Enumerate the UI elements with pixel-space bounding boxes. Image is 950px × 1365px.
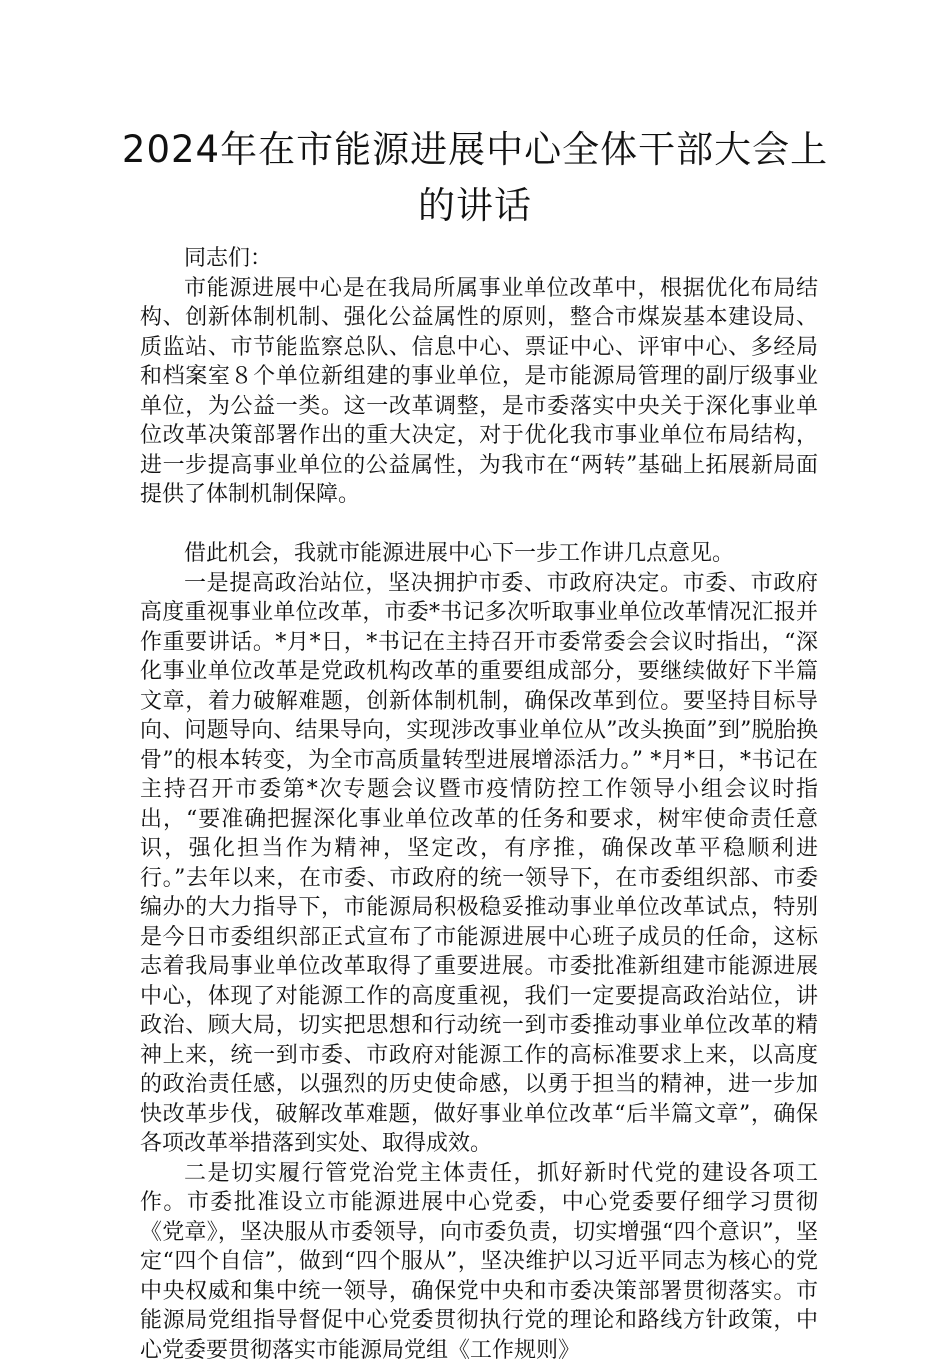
salutation-paragraph: 同志们： [140, 244, 818, 274]
body-paragraph: 一是提高政治站位，坚决拥护市委、市政府决定。市委、市政府高度重视事业单位改革，市委*书记多次听取事业单位改革情况汇报并作重要讲话。*月*日，*书记在主持召开市委常委会会议时指出，“深化事业单位改革是党政机构改革的重要组成部分，要继续做好下半篇文章，着力破解难题，创新体制机制，确保改革到位。要坚持目标导向、问题导向、结果导向，实现涉改事业单位从”改头换面”到”脱胎换骨”的根本转变，为全市高质量转型进展增添活力。” *月*日，*书记在主持召开市委第*次专题会议暨市疫情防控工作领导小组会议时指出，“要准确把握深化事业单位改革的任务和要求，树牢使命责任意识，强化担当作为精神，坚定改，有序推，确保改革平稳顺利进行。”去年以来，在市委、市政府的统一领导下，在市委组织部、市委编办的大力指导下，市能源局积极稳妥推动事业单位改革试点，特别是今日市委组织部正式宣布了市能源进展中心班子成员的任命，这标志着我局事业单位改革取得了重要进展。市委批准新组建市能源进展中心，体现了对能源工作的高度重视，我们一定要提高政治站位，讲政治、顾大局，切实把思想和行动统一到市委推动事业单位改革的精神上来，统一到市委、市政府对能源工作的高标准要求上来，以高度的政治责任感，以强烈的历史使命感，以勇于担当的精神，进一步加快改革步伐，破解改革难题，做好事业单位改革“后半篇文章”，确保各项改革举措落到实处、取得成效。 [140, 569, 818, 1159]
document-body [140, 244, 818, 1365]
body-paragraph: 二是切实履行管党治党主体责任，抓好新时代党的建设各项工作。市委批准设立市能源进展中心党委，中心党委要仔细学习贯彻《党章》，坚决服从市委领导，向市委负责，切实增强“四个意识”，坚定“四个自信”，做到“四个服从”，坚决维护以习近平同志为核心的党中央权威和集中统一领导，确保党中央和市委决策部署贯彻落实。市能源局党组指导督促中心党委贯彻执行党的理论和路线方针政策，中心党委要贯彻落实市能源局党组《工作规则》 [140, 1159, 818, 1365]
body-paragraph: 借此机会，我就市能源进展中心下一步工作讲几点意见。 [140, 539, 818, 569]
document-title: 2024年在市能源进展中心全体干部大会上的讲话 [120, 122, 830, 234]
body-paragraph: 市能源进展中心是在我局所属事业单位改革中，根据优化布局结构、创新体制机制、强化公益属性的原则，整合市煤炭基本建设局、质监站、市节能监察总队、信息中心、票证中心、评审中心、多经局和档案室８个单位新组建的事业单位，是市能源局管理的副厅级事业单位，为公益一类。这一改革调整，是市委落实中央关于深化事业单位改革决策部署作出的重大决定，对于优化我市事业单位布局结构，进一步提高事业单位的公益属性，为我市在“两转”基础上拓展新局面提供了体制机制保障。 [140, 274, 818, 510]
